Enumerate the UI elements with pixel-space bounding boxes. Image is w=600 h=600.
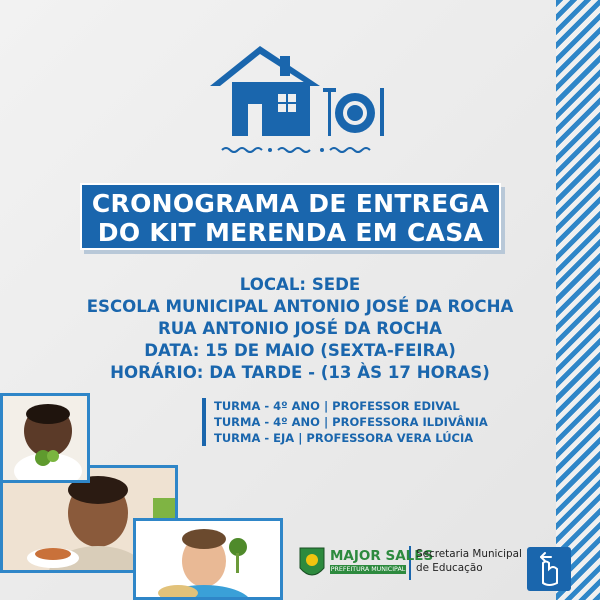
info-rua: RUA ANTONIO JOSÉ DA ROCHA: [158, 319, 442, 338]
house-with-plate-icon: [210, 46, 396, 158]
prefeitura-logo: [296, 542, 522, 584]
class-item: TURMA - 4º ANO | PROFESSOR EDIVAL: [214, 399, 460, 413]
delivery-info: [40, 274, 560, 384]
info-data: DATA: 15 DE MAIO (SEXTA-FEIRA): [144, 341, 456, 360]
class-item: TURMA - EJA | PROFESSORA VERA LÚCIA: [214, 431, 474, 445]
boy-with-broccoli-photo: [133, 518, 283, 600]
title-banner: [80, 183, 501, 250]
dept-line-2: de Educação: [416, 562, 483, 574]
logo-subtitle: PREFEITURA MUNICIPAL: [330, 566, 406, 573]
info-horario: HORÁRIO: DA TARDE - (13 ÀS 17 HORAS): [110, 363, 490, 382]
baby-eating-photo: [0, 393, 90, 483]
info-escola: ESCOLA MUNICIPAL ANTONIO JOSÉ DA ROCHA: [86, 297, 514, 316]
title-line-1: CRONOGRAMA DE ENTREGA: [91, 189, 490, 218]
info-local: LOCAL: SEDE: [239, 275, 361, 294]
title-line-2: DO KIT MERENDA EM CASA: [97, 218, 484, 247]
dept-line-1: Secretaria Municipal: [416, 548, 522, 560]
logo-name: MAJOR SALES: [330, 548, 434, 564]
class-item: TURMA - 4º ANO | PROFESSORA ILDIVÂNIA: [214, 415, 488, 429]
class-list: [202, 398, 544, 446]
decorative-stripes: [556, 0, 600, 600]
hand-swipe-icon: [527, 547, 571, 591]
